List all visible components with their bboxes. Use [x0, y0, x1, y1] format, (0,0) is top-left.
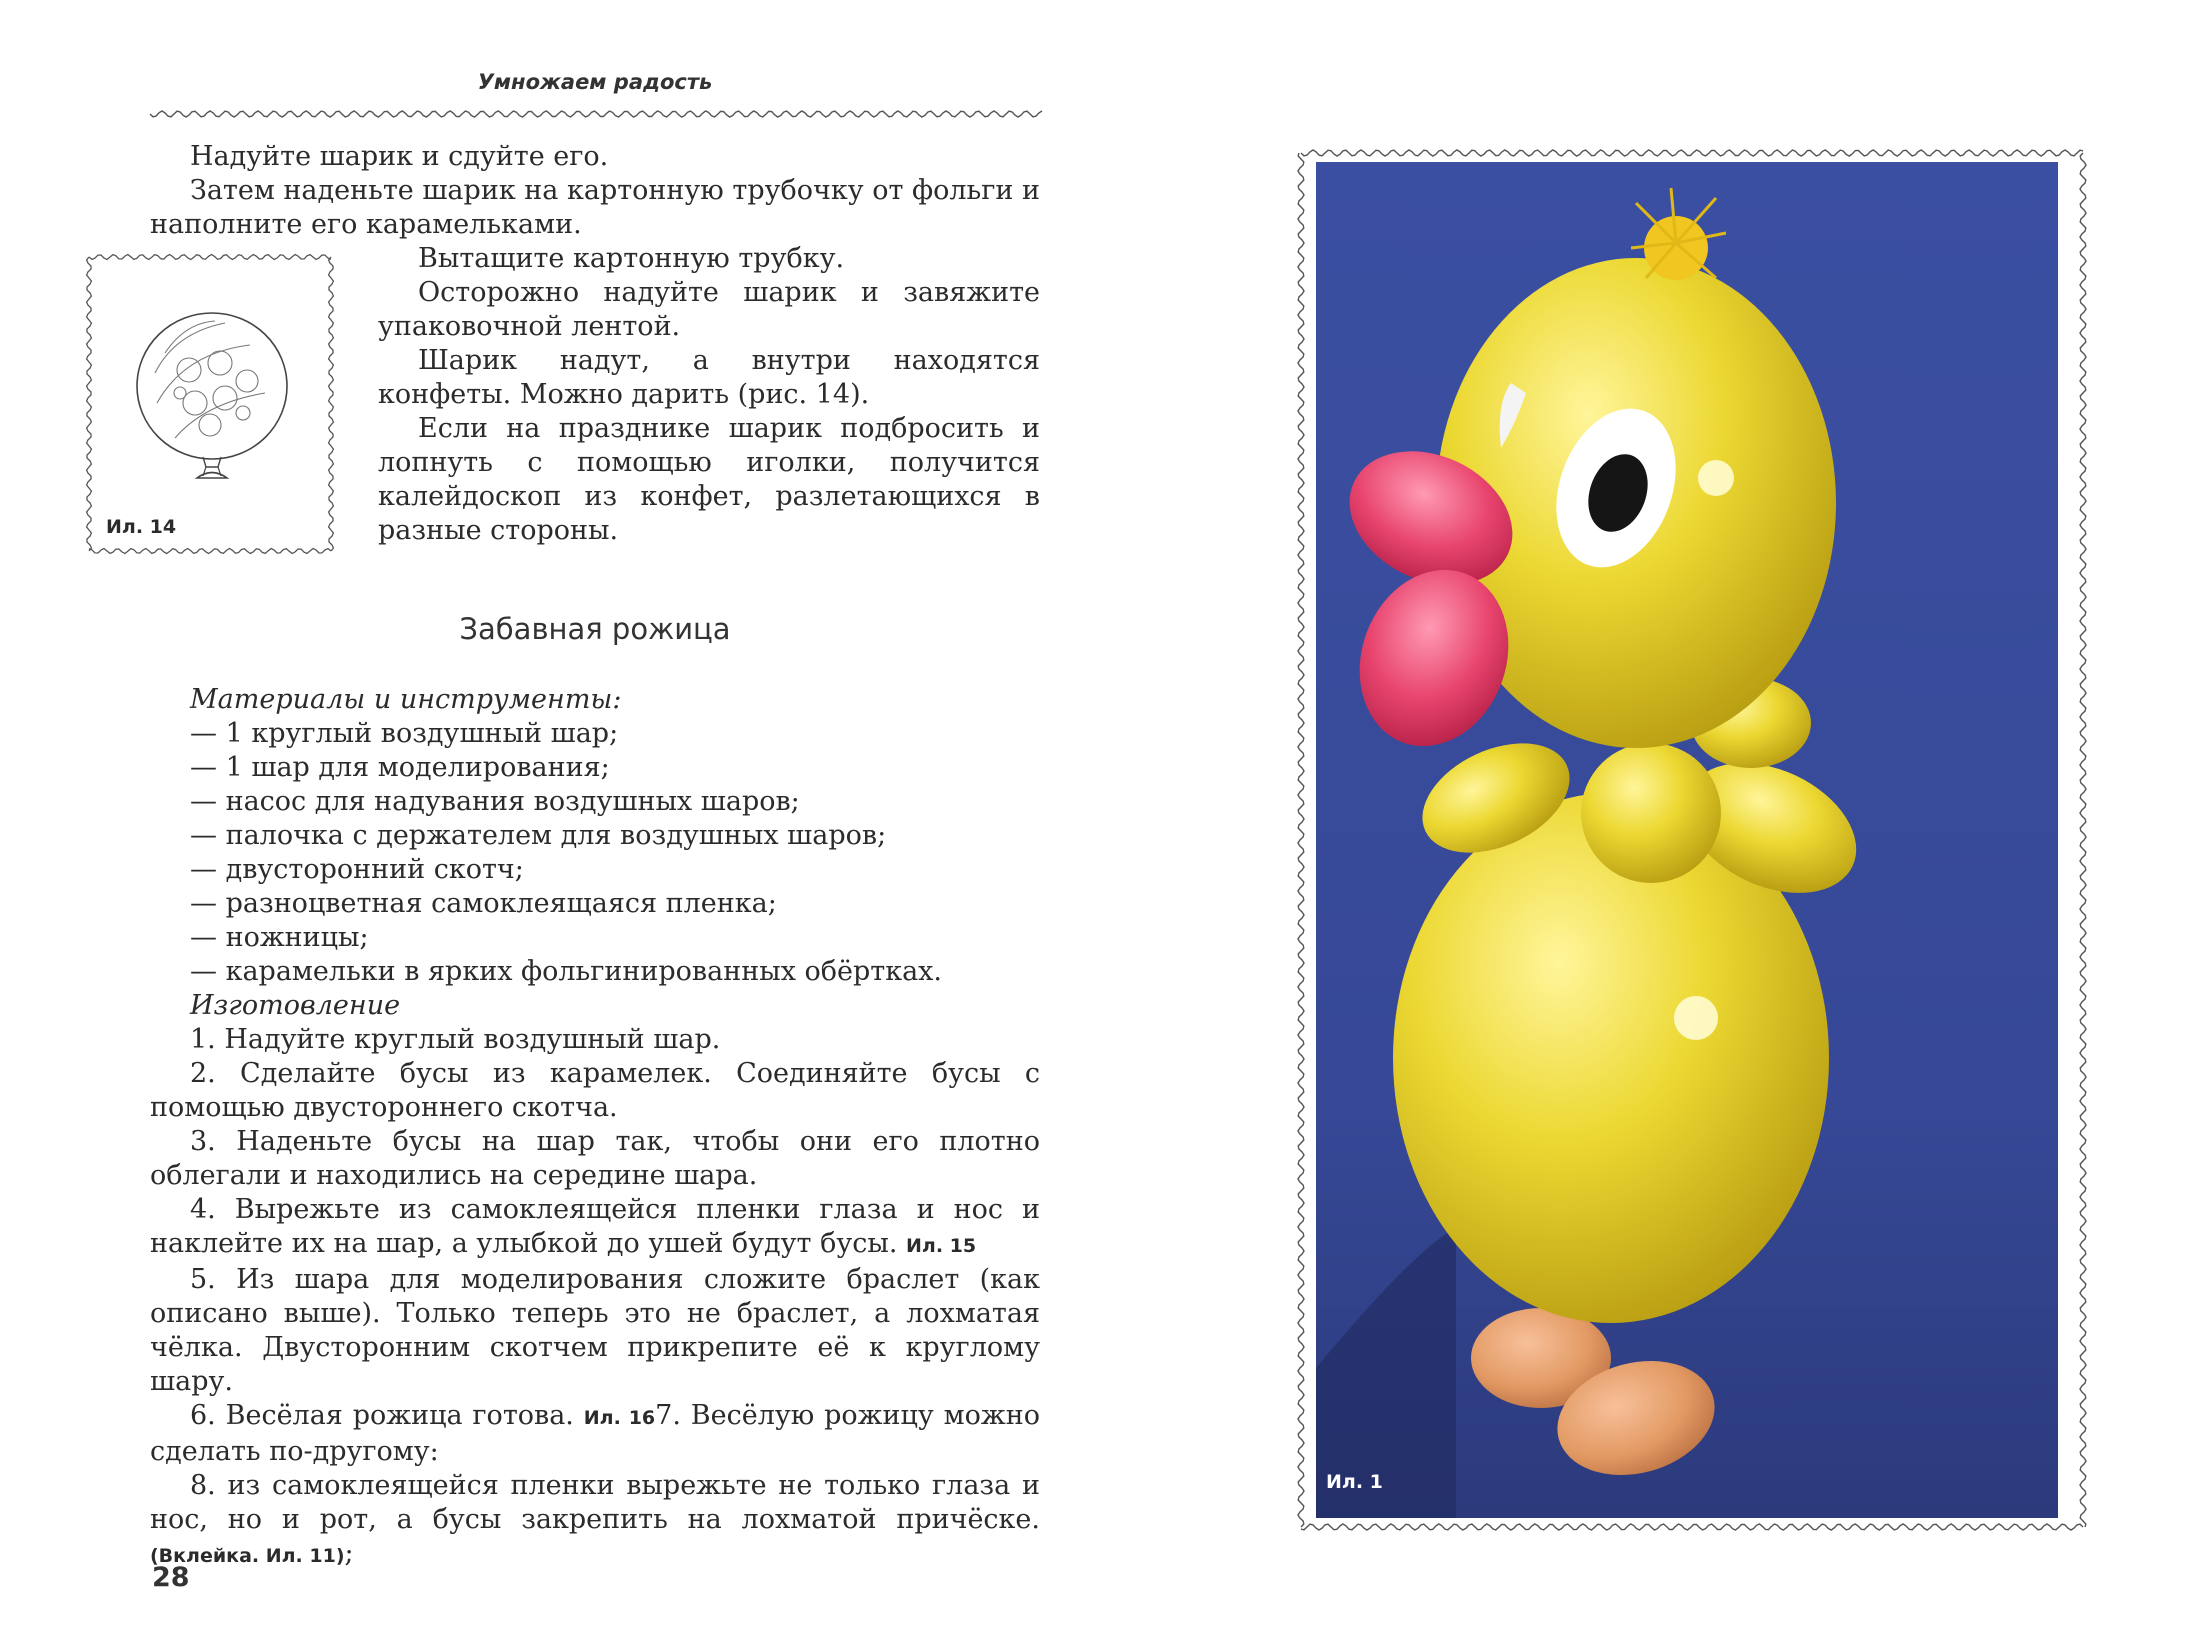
- step-4-text: 4. Вырежьте из самоклеящейся пленки глаза и нос и наклейте их на шар, а улыбкой до ушей будут бусы.: [150, 1194, 1040, 1259]
- step-7-text: 7. Весёлую рожицу можно сделать по-другому:: [150, 1400, 1040, 1467]
- material-item: — насос для надувания воздушных шаров;: [190, 786, 800, 817]
- material-item: — палочка с держателем для воздушных шаров;: [190, 820, 887, 851]
- side-text: [378, 242, 1040, 548]
- step-8-tail: ;: [344, 1538, 354, 1569]
- material-item: — ножницы;: [190, 922, 369, 953]
- section-title: Забавная рожица: [459, 612, 731, 646]
- side-paragraph-1: Вытащите картонную трубку.: [418, 243, 845, 274]
- material-item: — 1 шар для моделирования;: [190, 752, 610, 783]
- step-3: 3. Наденьте бусы на шар так, чтобы они его плотно облегали и находились на середине шара.: [150, 1126, 1040, 1191]
- balloon-with-candies-illustration: [137, 313, 287, 478]
- side-paragraph-4: Если на празднике шарик подбросить и лопнуть с помощью иголки, получится калейдоскоп из конфет, разлетающихся в разные стороны.: [378, 413, 1040, 546]
- figure-14-label: Ил. 14: [106, 516, 177, 538]
- page-number: 28: [152, 1562, 190, 1593]
- photo-illustration-1: [1296, 148, 2088, 1532]
- material-item: — разноцветная самоклеящаяся пленка;: [190, 888, 777, 919]
- step-6-text: 6. Весёлая рожица готова.: [190, 1400, 574, 1431]
- photo-label: Ил. 1: [1326, 1471, 1383, 1493]
- step-4: [150, 1193, 1040, 1263]
- material-item: — двусторонний скотч;: [190, 854, 524, 885]
- header-wavy-rule: [148, 108, 1044, 120]
- step-2: 2. Сделайте бусы из карамелек. Соединяйте бусы с помощью двустороннего скотча.: [150, 1058, 1040, 1123]
- figure-15-reference: Ил. 15: [906, 1235, 977, 1257]
- body-highlight: [1674, 996, 1718, 1040]
- step-6: [150, 1399, 1040, 1469]
- step-8-reference: [150, 1537, 1040, 1573]
- intro-paragraph-2: Затем наденьте шарик на картонную трубочку от фольги и наполните его карамельками.: [150, 175, 1040, 240]
- material-item: — 1 круглый воздушный шар;: [190, 718, 619, 749]
- side-paragraph-3: Шарик надут, а внутри находятся конфеты. Можно дарить (рис. 14).: [378, 345, 1040, 410]
- material-item: — карамельки в ярких фольгинированных обёртках.: [190, 956, 942, 987]
- making-heading: Изготовление: [190, 990, 401, 1021]
- step-5: 5. Из шара для моделирования сложите браслет (как описано выше). Только теперь это не браслет, а лохматая чёлка. Двусторонним скотчем прикрепите её к круглому шару.: [150, 1264, 1040, 1397]
- intro-text: [150, 140, 1040, 242]
- collar-balloon-center: [1581, 743, 1721, 883]
- materials-heading: Материалы и инструменты:: [190, 684, 622, 715]
- step-1: 1. Надуйте круглый воздушный шар.: [190, 1024, 721, 1055]
- instructions: [150, 683, 1040, 1573]
- side-paragraph-2: Осторожно надуйте шарик и завяжите упаковочной лентой.: [378, 277, 1040, 342]
- head-highlight: [1698, 460, 1734, 496]
- figure-14: [85, 253, 335, 555]
- insert-figure-11-reference: (Вклейка. Ил. 11): [150, 1545, 345, 1567]
- intro-paragraph-1: Надуйте шарик и сдуйте его.: [190, 141, 609, 172]
- running-head: Умножаем радость: [477, 70, 713, 94]
- step-8: 8. из самоклеящейся пленки вырежьте не только глаза и нос, но и рот, а бусы закрепить на лохматой причёске.: [150, 1470, 1040, 1535]
- figure-16-reference: Ил. 16: [583, 1407, 656, 1429]
